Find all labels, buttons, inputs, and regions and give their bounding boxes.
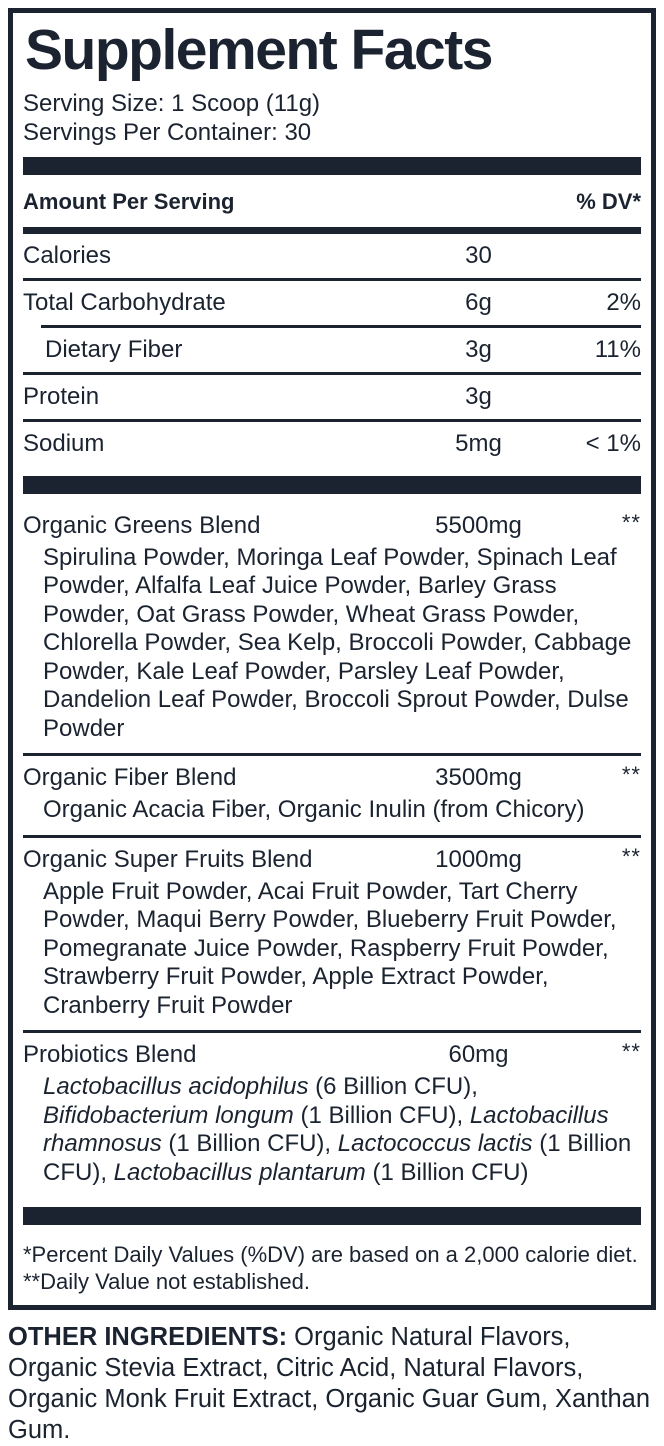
- servings-per-container: Servings Per Container: 30: [23, 118, 312, 146]
- nutrient-name: Dietary Fiber: [45, 335, 183, 363]
- nutrient-dv: 11%: [594, 335, 641, 363]
- ingredient-text: (1 Billion CFU): [365, 1158, 529, 1186]
- blend-dv: [551, 764, 641, 792]
- blend-header-row: [23, 1033, 641, 1071]
- nutrient-row: [23, 328, 641, 372]
- blend-section: [23, 1033, 641, 1197]
- other-ingredients: [0, 1322, 664, 1446]
- footnote-line: *Percent Daily Values (%DV) are based on a 2,000 calorie diet.: [23, 1242, 638, 1268]
- blend-header-row: [23, 838, 641, 876]
- nutrient-row: [23, 281, 641, 325]
- blend-amount: 60mg: [448, 1041, 509, 1069]
- ingredient-species: Bifidobacterium longum: [43, 1101, 294, 1129]
- divider-medium: [23, 227, 641, 234]
- nutrient-row: [23, 234, 641, 278]
- nutrient-dv: 2%: [606, 288, 641, 316]
- nutrient-row: [23, 422, 641, 466]
- ingredient-text: Spirulina Powder, Moringa Leaf Powder, Spinach Leaf Powder, Alfalfa Leaf Juice Powder, Barley Grass Powder, Oat Grass Powder, Wheat Grass Powder, Chlorella Powder, Sea Kelp, Broccoli Powder, Cabbage Powder, Kale Leaf Powder, Parsley Leaf Powder, Dandelion Leaf Powder, Broccoli Sprout Powder, Dulse Powder: [43, 543, 632, 742]
- blend-dv-stars: **: [621, 843, 641, 869]
- percent-dv-label: % DV*: [576, 188, 641, 214]
- blend-name: Organic Fiber Blend: [23, 764, 237, 792]
- nutrient-name: Protein: [23, 382, 100, 410]
- nutrient-amount: 3g: [465, 382, 492, 410]
- divider-thick-top: [23, 157, 641, 175]
- blend-dv-stars: **: [621, 509, 641, 535]
- divider-thick-bottom: [23, 1207, 641, 1225]
- nutrient-amount: 5mg: [455, 429, 502, 457]
- blend-header-row: [23, 504, 641, 542]
- ingredient-species: Lactobacillus acidophilus: [43, 1073, 309, 1101]
- nutrient-name: Calories: [23, 241, 112, 269]
- blend-dv: [551, 843, 641, 874]
- blend-ingredients: [23, 876, 641, 1031]
- nutrient-rows: [23, 234, 641, 466]
- blend-amount: 5500mg: [435, 511, 522, 539]
- blend-dv-stars: **: [621, 762, 641, 788]
- blend-name: Probiotics Blend: [23, 1041, 197, 1069]
- panel-title: Supplement Facts: [25, 18, 492, 82]
- nutrient-amount: 3g: [465, 335, 492, 363]
- blend-dv: [551, 1041, 641, 1069]
- blend-section: [23, 838, 641, 1031]
- footnotes: [23, 1235, 641, 1297]
- ingredient-text: (6 Billion CFU),: [308, 1073, 478, 1101]
- blend-name: Organic Greens Blend: [23, 511, 261, 539]
- blend-sections: [23, 504, 641, 1198]
- nutrient-amount: 6g: [465, 288, 492, 316]
- other-ingredients-label: OTHER INGREDIENTS:: [8, 1323, 288, 1352]
- ingredient-species: Lactococcus lactis: [337, 1130, 533, 1158]
- ingredient-species: Lactobacillus rhamnosus: [43, 1101, 609, 1158]
- blend-amount: 1000mg: [435, 845, 522, 873]
- footnote-line: **Daily Value not established.: [23, 1269, 310, 1295]
- ingredient-text: (1 Billion CFU),: [293, 1101, 470, 1129]
- blend-dv: [551, 509, 641, 540]
- nutrient-name: Total Carbohydrate: [23, 288, 226, 316]
- nutrient-amount: 30: [465, 241, 492, 269]
- blend-header-row: [23, 756, 641, 794]
- ingredient-species: Lactobacillus plantarum: [113, 1158, 366, 1186]
- nutrient-dv: < 1%: [585, 429, 641, 457]
- blend-section: [23, 504, 641, 754]
- nutrient-name: Sodium: [23, 429, 105, 457]
- ingredient-text: (1 Billion CFU),: [43, 1130, 632, 1186]
- blend-ingredients: [23, 542, 641, 754]
- supplement-label-page: [0, 8, 664, 1445]
- supplement-facts-panel: [8, 8, 656, 1310]
- blend-section: [23, 756, 641, 835]
- nutrient-row: [23, 375, 641, 419]
- amount-header-row: [23, 189, 641, 223]
- blend-name: Organic Super Fruits Blend: [23, 845, 313, 873]
- ingredient-text: Organic Acacia Fiber, Organic Inulin (from Chicory): [43, 796, 585, 824]
- blend-amount: 3500mg: [435, 764, 522, 792]
- ingredient-text: Apple Fruit Powder, Acai Fruit Powder, Tart Cherry Powder, Maqui Berry Powder, Blueberry Fruit Powder, Pomegranate Juice Powder, Raspberry Fruit Powder, Strawberry Fruit Powder, Apple Extract Powder, Cranberry Fruit Powder: [43, 877, 617, 1019]
- divider-thick-mid: [23, 476, 641, 494]
- blend-ingredients: [23, 794, 641, 835]
- other-ingredients-text: Organic Natural Flavors, Organic Stevia Extract, Citric Acid, Natural Flavors, Organic Monk Fruit Extract, Organic Guar Gum, Xanthan Gum.: [8, 1323, 650, 1445]
- blend-dv-stars: **: [621, 1039, 641, 1065]
- blend-ingredients: [23, 1071, 641, 1197]
- serving-size: Serving Size: 1 Scoop (11g): [23, 89, 321, 117]
- amount-per-serving-label: Amount Per Serving: [23, 188, 235, 214]
- ingredient-text: (1 Billion CFU),: [161, 1130, 338, 1158]
